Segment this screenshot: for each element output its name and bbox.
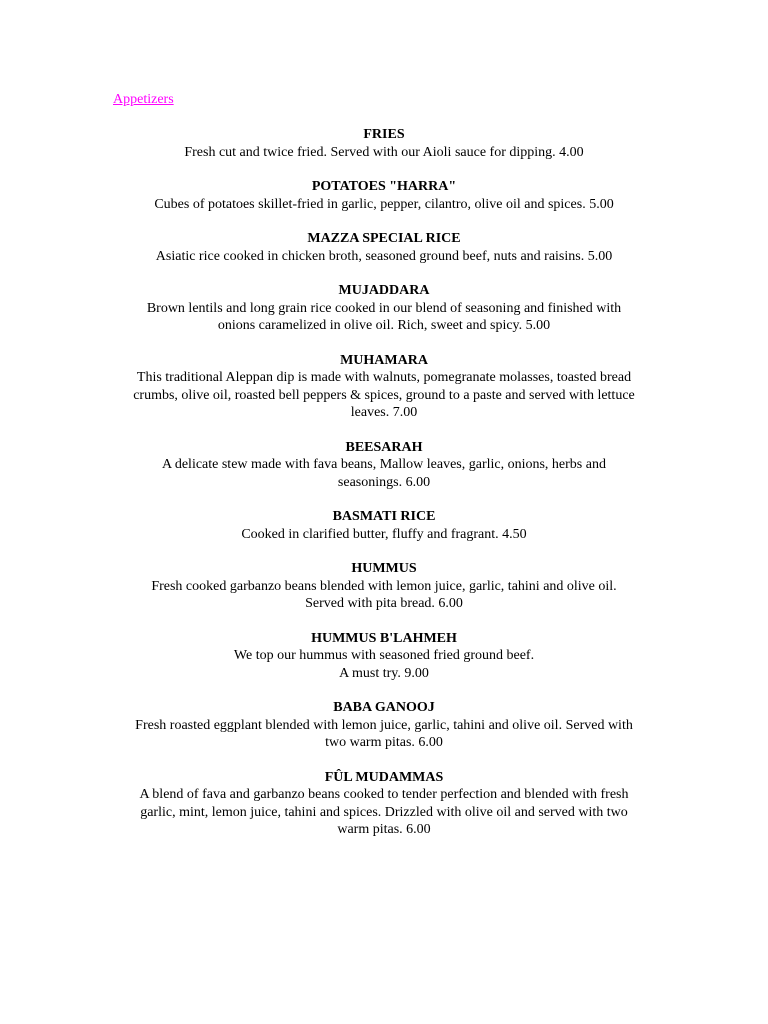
menu-item-description-line: seasonings. 6.00 [337, 474, 431, 490]
menu-item-description-line: This traditional Aleppan dip is made with walnuts, pomegranate molasses, toasted bread [136, 370, 632, 385]
menu-item-name: MUHAMARA [340, 352, 428, 368]
menu-item-description-line: Served with pita bread. 6.00 [305, 596, 463, 611]
menu-item [113, 178, 655, 213]
menu-item-name: HUMMUS [351, 561, 417, 576]
menu-item-description-line: A must try. 9.00 [339, 665, 429, 681]
menu-item-description-line: Asiatic rice cooked in chicken broth, seasoned ground beef, nuts and raisins. 5.00 [155, 248, 613, 264]
menu-item-description-line: We top our hummus with seasoned fried ground beef. [233, 648, 535, 663]
menu-item [113, 352, 655, 422]
menu-item-description [113, 144, 655, 162]
menu-item-description-line: garlic, mint, lemon juice, tahini and spices. Drizzled with olive oil and served with two [140, 804, 628, 820]
menu-item-description-line: Cubes of potatoes skillet-fried in garlic, pepper, cilantro, olive oil and spices. 5.00 [154, 196, 614, 212]
menu-item-name: FRIES [363, 127, 405, 142]
menu-item [113, 769, 655, 839]
menu-item-description-line: Fresh cooked garbanzo beans blended with lemon juice, garlic, tahini and olive oil. [151, 578, 617, 594]
menu-item-name: FÛL MUDAMMAS [324, 769, 444, 785]
menu-page [113, 90, 655, 856]
menu-item-description-line: warm pitas. 6.00 [337, 822, 431, 837]
menu-item [113, 560, 655, 613]
appetizers-link[interactable]: Appetizers [113, 92, 174, 107]
menu-item-description [113, 647, 655, 682]
menu-item-description-line: two warm pitas. 6.00 [325, 735, 443, 750]
menu-item-description [113, 300, 655, 335]
menu-item-name: BASMATI RICE [332, 509, 436, 524]
menu-item-description-line: Fresh cut and twice fried. Served with our Aioli sauce for dipping. 4.00 [184, 144, 584, 160]
menu-item-description [113, 578, 655, 613]
menu-item-name: POTATOES "HARRA" [311, 179, 457, 194]
menu-item-description [113, 248, 655, 266]
menu-item [113, 282, 655, 335]
menu-item-description [113, 456, 655, 491]
menu-item-name: BEESARAH [345, 439, 423, 455]
menu-item-description-line: A delicate stew made with fava beans, Mallow leaves, garlic, onions, herbs and [162, 457, 606, 472]
menu-item-description-line: A blend of fava and garbanzo beans cooked to tender perfection and blended with fresh [139, 787, 629, 802]
menu-item [113, 439, 655, 492]
menu-item-description [113, 786, 655, 839]
menu-items-list [113, 126, 655, 839]
menu-item-description-line: Fresh roasted eggplant blended with lemon juice, garlic, tahini and olive oil. Served with [135, 717, 633, 733]
menu-item [113, 630, 655, 683]
menu-item-description-line: leaves. 7.00 [350, 405, 418, 420]
menu-item-name: MAZZA SPECIAL RICE [307, 231, 461, 246]
menu-item-name: HUMMUS B'LAHMEH [311, 630, 457, 646]
menu-item-name: MUJADDARA [338, 283, 430, 298]
menu-item-description-line: Brown lentils and long grain rice cooked in our blend of seasoning and finished with [146, 300, 622, 316]
menu-item [113, 699, 655, 752]
menu-item [113, 126, 655, 161]
menu-item [113, 230, 655, 265]
menu-item-name: BABA GANOOJ [333, 700, 435, 715]
menu-item-description-line: crumbs, olive oil, roasted bell peppers & spices, ground to a paste and served with lettuce [133, 387, 635, 403]
menu-item-description [113, 196, 655, 214]
menu-item-description [113, 369, 655, 422]
menu-item-description [113, 717, 655, 752]
menu-item-description-line: onions caramelized in olive oil. Rich, sweet and spicy. 5.00 [217, 318, 551, 333]
menu-item-description-line: Cooked in clarified butter, fluffy and fragrant. 4.50 [241, 526, 527, 542]
menu-item-description [113, 526, 655, 544]
menu-item [113, 508, 655, 543]
